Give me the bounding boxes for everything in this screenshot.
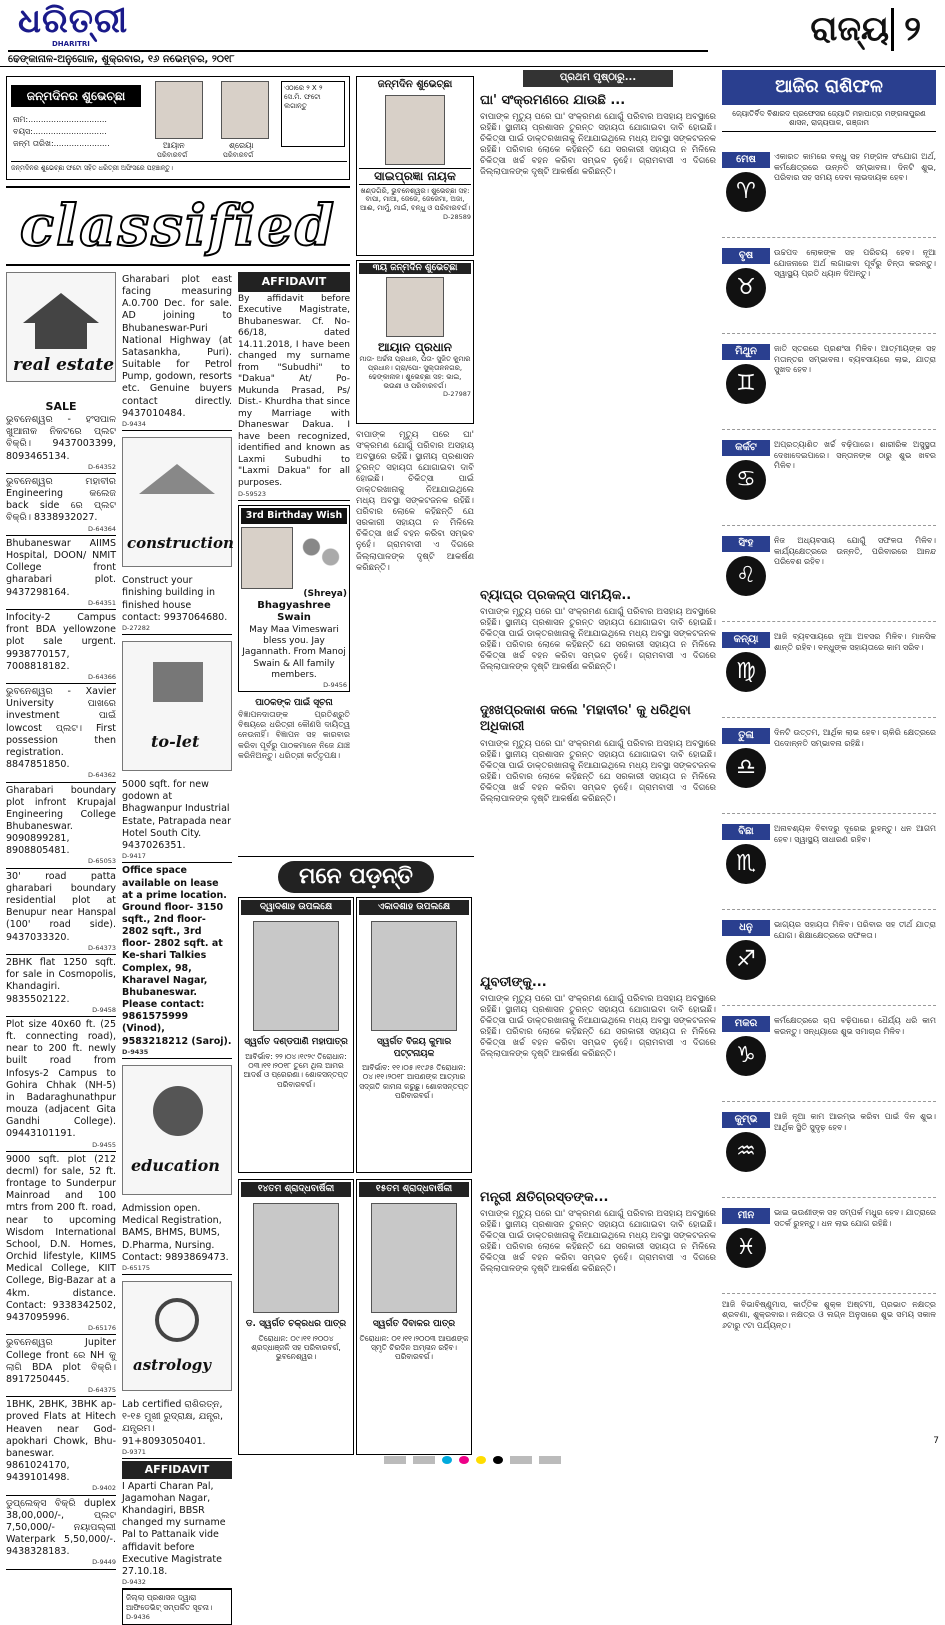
ad-text: ଭୁବନେଶ୍ୱର Jupiter College front ରେ NH କୁ ଲାଗି BDA plot ବିକ୍ରି। 8917250445. (6, 1337, 116, 1385)
ad-listing (122, 1479, 232, 1590)
ad-listing (122, 1589, 232, 1625)
birthday-footnote: ଜନ୍ମଦିନର ଶୁଭେଚ୍ଛା ଫଟୋ ସହିତ ଧରିତ୍ରୀ ଅଫିସରେ ପହଞ୍ଚାନ୍ତୁ। (11, 161, 347, 172)
zodiac-row (722, 436, 936, 526)
news-headline: ମନ୍ତ୍ରୀ କ୍ଷତିଗ୍ରସ୍ତଙ୍କ... (480, 1189, 609, 1205)
zodiac-name: ତୁଳା (722, 728, 770, 744)
form-field: ବୟସ:............................. (13, 127, 107, 136)
horoscope-title: ଆଜିର ରାଶିଫଳ (722, 70, 936, 105)
obituary-text: ତିରୋଧାନ: ୦୯।୧୧।୨୦୦୪ ଶ୍ରଦ୍ଧାଞ୍ଜଳି ସହ ପରିବାରବର୍ଗ, ଭୁବନେଶ୍ୱର। (251, 1333, 341, 1362)
zodiac-text: ଦିନଟି ଉତ୍ତମ, ଆର୍ଥିକ ଲାଭ ହେବ। ଚାକିରି କ୍ଷେତ୍ରରେ ପଦୋନ୍ନତି ସମ୍ଭାବନା ରହିଛି। (774, 728, 936, 748)
zodiac-row (722, 148, 936, 238)
zodiac-text: ଜାତି ସ୍ତରରେ ପ୍ରଶଂସା ମିଳିବ। ଆତ୍ମୀୟଙ୍କ ସହ ମତାନ୍ତର ସମ୍ଭାବନା। ବ୍ୟବସାୟରେ ଲାଭ, ଯାତ୍ରା ସୁଖଦ ହେବ। (774, 344, 936, 375)
ad-listing (238, 292, 350, 501)
real-estate-icon (6, 272, 116, 382)
ad-heading: SALE (45, 400, 77, 413)
zodiac-row (722, 724, 936, 814)
ad-text: 1BHK, 2BHK, 3BHK ap-proved Flats at Hitech Heaven near God-apokhari Chowk, Bhu-baneswar. 9861024170, 9439101498. (6, 1399, 116, 1484)
zodiac-glyph-icon: ♑ (726, 1036, 766, 1076)
ad-code: D-64352 (87, 462, 116, 471)
obituary-occasion: ୧୫ତମ ଶ୍ରାଦ୍ଧବାର୍ଷିକୀ (359, 1182, 469, 1197)
ad-text: Admission open. Medical Registration, BAMS, BHMS, BUMS, D.Pharma, Nursing. Contact: 9893869473. (122, 1203, 229, 1263)
child-name: ଆୟାନ (163, 141, 185, 150)
ad-code: D-65176 (87, 1324, 116, 1333)
birthday-wish-title: 3rd Birthday Wish (241, 508, 347, 524)
ad-code: D-64366 (87, 672, 116, 681)
obituary-card (238, 897, 354, 1173)
ad-code: D-64364 (87, 524, 116, 533)
obituary-title: ମନେ ପଡ଼ନ୍ତି (278, 861, 434, 893)
ad-listing (6, 783, 116, 869)
ad-text: Lab certified ରାଶିରତ୍ନ, ୧-୧୫ ମୁଖୀ ରୁଦ୍ରାକ୍ଷ, ଯନ୍ତ୍ର, ଯନ୍ତ୍ରମ। 91+8093050401. (122, 1399, 224, 1447)
ad-text: ଡୁପ୍ଲେକ୍ସ ବିକ୍ରି duplex 38,00,000/-, ପ୍ଲଟ 7,50,000/- ନୟାପଲ୍ଲୀ Waterpark 5,50,000/-. 9438328183. (6, 1497, 116, 1558)
zodiac-glyph-icon: ♒ (726, 1132, 766, 1172)
dateline: ଢେଙ୍କାନାଳ-ଅନୁଗୋଳ, ଶୁକ୍ରବାର, ୧୬ ନଭେମ୍ବର, ୨୦୧୮ (8, 50, 708, 67)
ad-listing (6, 610, 116, 684)
category-label: education (131, 1156, 220, 1176)
logo-sub: DHARITRI (52, 40, 90, 48)
ad-code: D-9436 (126, 1612, 150, 1621)
zodiac-row (722, 340, 936, 430)
zodiac-glyph-icon: ♏ (726, 844, 766, 884)
notice-text: ଖଣ୍ଡଗିରି, ଭୁବନେଶ୍ୱର। ଶୁଭେଚ୍ଛା ସହ: ବାପା, ମାଆ, ଜେଜେ, ଜେଜେମା, ଅଜା, ଆଈ, ମାମୁଁ, ମାଇଁ, ବନ୍ଧୁ ଓ ପରିବାରବର୍ଗ। (359, 186, 471, 212)
color-bar (60, 1456, 885, 1468)
color-swatch (459, 1456, 469, 1464)
zodiac-glyph-icon: ♓ (726, 1228, 766, 1268)
ad-text: Plot size 40x60 ft. (25 ft. connecting road), near to 200 ft. newly built road from Infosys-2 Campus to Gohira Chhak (NH-5) in Badaraghunathpur mouza (adjacent Gita Gandhi College). 09443101191. (6, 1018, 116, 1140)
child-photo (155, 81, 203, 139)
child-photo (221, 81, 269, 139)
ad-text: 9000 sqft. plot (212 decml) for sale, 52 ft. frontage to Sunderpur Mainroad and 100 mtrs from 200 ft. road, near to upcoming Wisdom International School, D.N. Homes, Orchid lifestyle, KIIMS Medical College, KIIT College, Big-Bazar at a 4km. distance. Contact: 9338342502, 9437095996. (6, 1153, 116, 1323)
ad-code: D-27987 (442, 390, 471, 399)
obituary-text: ଆବିର୍ଭାବ: ୧୧।୦୫।୧୯୬୫ ତିରୋଧାନ: ୦୪।୧୧।୨୦୧୮ ଆପଣଙ୍କ ଆତ୍ମାର ସଦ୍‌ଗତି କାମନା କରୁଛୁ। ଶୋକସନ୍ତପ୍ତ ପରିବାରବର୍ଗ। (359, 1062, 469, 1100)
ad-listing (122, 1201, 232, 1275)
obituary-occasion: ୧୪ତମ ଶ୍ରାଦ୍ଧବାର୍ଷିକୀ (241, 1182, 351, 1197)
ad-code: D-28589 (442, 212, 471, 221)
ad-listing (6, 536, 116, 610)
zodiac-glyph-icon: ♐ (726, 940, 766, 980)
zodiac-glyph-icon: ♍ (726, 652, 766, 692)
house-icon (23, 293, 99, 323)
zodiac-glyph-icon: ♈ (726, 172, 766, 212)
obituary-text: ଆବିର୍ଭାବ: ୨୨।୦୪।୧୯୨୯ ତିରୋଧାନ: ୦୩।୧୧।୨୦୧୮ ତୁମେ ଥିଲ ଆମର ଆଦର୍ଶ ଓ ପ୍ରେରଣା। ଶୋକସନ୍ତପ୍ତ ପରିବାରବର୍ଗ। (243, 1051, 349, 1089)
ad-listing (6, 684, 116, 782)
zodiac-row (722, 820, 936, 910)
section-name: ରାଜ୍ୟ (810, 9, 889, 49)
obituary-name: ସ୍ୱର୍ଗତ ବିଜୟ କୁମାର ପଟ୍ଟନାୟକ (376, 1037, 452, 1059)
ad-code: D-64362 (87, 771, 116, 780)
panchang: ଆଜି ବିଭାବିଷ୍ଣୁମାସ, କାର୍ତ୍ତିକ ଶୁକ୍ଳ ଅଷ୍ଟମୀ, ପ୍ରଭାତ ନକ୍ଷତ୍ର ଶ୍ରବଣା, ଶୁକ୍ରବାର। ନକ୍ଷତ୍ର ଓ ଲଗ୍ନ ଅନୁସାରେ ଶୁଭ ସମୟ ସକାଳ ୬ଟାରୁ ୯ଟା ପର୍ଯ୍ୟନ୍ତ। (722, 1300, 936, 1330)
ad-text: ଭୁବନେଶ୍ୱର - ହଂସପାଳ ଖୁଆନାକ ନିକଟରେ ପ୍ଲଟ ବିକ୍ରି। 9437003399, 8093465134. (6, 414, 116, 462)
house-outline-icon (139, 464, 215, 494)
ad-text: 5000 sqft. for new godown at Bhagwanpur Industrial Estate, Patrapada near Hotel South City. 9437026351. (122, 779, 231, 851)
ad-text: Construct your finishing building in finished house contact: 9937064680. (122, 575, 228, 623)
zodiac-text: ଉଚ୍ଚପଦ ଲୋକଙ୍କ ସହ ପରିଚୟ ହେବ। ନୂଆ ଯୋଜନାରେ ଅର୍ଥ ଲଗାଇବା ପୂର୍ବରୁ ଚିନ୍ତା କରନ୍ତୁ। ସ୍ୱାସ୍ଥ୍ୟ ପ୍ରତି ଧ୍ୟାନ ଦିଅନ୍ତୁ। (774, 248, 936, 279)
ad-listing (6, 1397, 116, 1495)
ad-listing (6, 869, 116, 955)
zodiac-glyph-icon: ♊ (726, 364, 766, 404)
affidavit-heading: AFFIDAVIT (238, 272, 350, 292)
ad-text: Infocity-2 Campus front BDA yellowzone plot sale urgent. 9938770157, 7008818182. (6, 612, 116, 672)
news-headline: ଘା' ସଂକ୍ରମଣରେ ଯାଉଛି ... (480, 92, 626, 108)
zodiac-text: ଆଜି ନୂଆ କାମ ଆରମ୍ଭ କରିବା ପାଇଁ ଦିନ ଶୁଭ। ଆର୍ଥିକ ସ୍ଥିତି ସୁଦୃଢ଼ ହେବ। (774, 1112, 936, 1132)
zodiac-glyph-icon: ♋ (726, 460, 766, 500)
name-tag: (Shreya) (303, 588, 347, 599)
zodiac-text: ଆଜି ବ୍ୟବସାୟରେ ନୂଆ ଅବସର ମିଳିବ। ମାନସିକ ଶାନ୍ତି ରହିବ। ବନ୍ଧୁଙ୍କ ସହାୟତାରେ କାମ ସରିବ। (774, 632, 936, 652)
ad-listing (6, 1335, 116, 1397)
education-icon (122, 1065, 232, 1195)
ad-code: D-64375 (87, 1385, 116, 1394)
color-swatch (539, 1456, 561, 1464)
zodiac-row (722, 532, 936, 622)
notice-title: ୩ୟ ଜନ୍ମଦିନ ଶୁଭେଚ୍ଛା (359, 263, 471, 274)
child-name: ଆୟାନ ପ୍ରଧାନ (378, 340, 452, 355)
sign-icon (153, 662, 203, 702)
zodiac-name: ମକର (722, 1016, 770, 1032)
category-label: astrology (133, 1356, 211, 1375)
ad-listing (6, 955, 116, 1017)
ad-code: D-9435 (122, 1047, 149, 1056)
child-sub: ପରିବାରବର୍ଗ (157, 151, 188, 159)
ad-text: Gharabari boundary plot infront Krupajal Engineering College Bhubaneswar. 9090899281, 8908805481. (6, 784, 116, 857)
color-swatch (510, 1456, 532, 1464)
zodiac-row (722, 916, 936, 1006)
category-label: real estate (13, 355, 115, 375)
zodiac-text: ଅନାବଶ୍ୟକ ବିବାଦରୁ ଦୂରେଇ ରୁହନ୍ତୁ। ଧନ ଆଗମ ହେବ। ସ୍ୱାସ୍ଥ୍ୟ ସାଧାରଣ ରହିବ। (774, 824, 936, 844)
book-icon (153, 1086, 203, 1136)
child-name: ସାଇପ୍ରଜ୍ଞା ନାୟକ (359, 168, 471, 185)
obituary-name: ସ୍ୱର୍ଗତ ଦିବାକର ପାତ୍ର (372, 1319, 456, 1330)
zodiac-name: ଧନୁ (722, 920, 770, 936)
zodiac-name: ବୃଷ (722, 248, 770, 264)
ad-code: D-65175 (122, 1263, 151, 1272)
portrait-photo (253, 1203, 339, 1313)
color-swatch (442, 1456, 452, 1464)
obituary-card (356, 897, 472, 1173)
zodiac-text: ଏକାରତ କାମରେ ବନ୍ଧୁ ସହ ମଙ୍ଗଳ ସଂଯୋଗ ଅର୍ଥ, କର୍ମକ୍ଷେତ୍ରରେ ଉନ୍ନତି ସମ୍ଭାବନା। ଦିନଟି ଶୁଭ, ପରିବାର ସହ ସମୟ ଦେବା ଲାଭଦାୟକ ହେବ। (774, 152, 936, 183)
child-name: Bhagyashree Swain (257, 599, 331, 624)
notice-title: ପାଠକଙ୍କ ପାଇଁ ସୂଚନା (255, 698, 333, 709)
flowers-icon (297, 527, 345, 577)
classified-title: classified (19, 193, 337, 259)
zodiac-text: କର୍ମକ୍ଷେତ୍ରରେ ଚାପ ବଢ଼ିପାରେ। ଧୈର୍ଯ୍ୟ ଧରି କାମ କରନ୍ତୁ। ସନ୍ଧ୍ୟାରେ ଶୁଭ ସମାଚାର ମିଳିବ। (774, 1016, 936, 1036)
zodiac-text: ଭାଗ୍ୟର ସହାୟତା ମିଳିବ। ପରିବାର ସହ ତୀର୍ଥ ଯାତ୍ରା ଯୋଗ। ଶିକ୍ଷାକ୍ଷେତ୍ରରେ ସଫଳତା। (774, 920, 936, 940)
zodiac-row (722, 244, 936, 334)
obituary-occasion: ଏକାଦଶାହ ଉପଲକ୍ଷେ (359, 900, 469, 915)
zodiac-name: କନ୍ୟା (722, 632, 770, 648)
ad-listing (6, 398, 116, 474)
birthday-notice (356, 76, 474, 256)
notice-text: ମାତା- ଅର୍ଚ୍ଚନା ପ୍ରଧାନ, ପିତା- ସୁଜିତ କୁମାର ପ୍ରଧାନ। ଗ୍ରା/ପୋ- ସୁଲ୍ତାନନଗର, ଢେଙ୍କାନାଳ। ଶୁଭେଚ୍ଛା ସହ: ଭାଇ, ଭଉଣୀ ଓ ପରିବାରବର୍ଗ। (359, 355, 471, 390)
obituary-card (238, 1179, 354, 1455)
ad-code: D-9449 (92, 1558, 116, 1567)
portrait-photo (253, 921, 339, 1031)
news-paragraph: ବାପାଙ୍କ ମୃତ୍ୟୁ ପରେ ଘା' ସଂକ୍ରମଣ ଯୋଗୁଁ ପରିବାର ଅସହାୟ ଅବସ୍ଥାରେ ରହିଛି। ସ୍ଥାନୀୟ ପ୍ରଶାସନ ତୁରନ୍ତ ସହାୟତା ଯୋଗାଇବା ଦାବି ହୋଇଛି। ଚିକିତ୍ସା ପାଇଁ ଡାକ୍ତରଖାନାକୁ ନିଆଯାଇଥିଲେ ମଧ୍ୟ ଅବସ୍ଥା ସଙ୍କଟଜନକ ରହିଛି। ପରିବାର ଲୋକେ କହିଛନ୍ତି ଯେ ସରକାରୀ ସହାୟତା ନ ମିଳିଲେ ଚିକିତ୍ସା ଖର୍ଚ୍ଚ ବହନ କରିବା ସମ୍ଭବ ନୁହେଁ। ଗ୍ରାମବାସୀ ଏ ଦିଗରେ ଜିଲ୍ଲାପାଳଙ୍କ ଦୃଷ୍ଟି ଆକର୍ଷଣ କରିଛନ୍ତି। (480, 1209, 716, 1275)
divider (0, 66, 945, 67)
ad-listing (6, 1152, 116, 1336)
news-headline: ଯୁବତୀଙ୍କୁ... (480, 974, 547, 990)
zodiac-name: ମିଥୁନ (722, 344, 770, 360)
zodiac-text: ଭାଇ ଭଉଣୀଙ୍କ ସହ ସମ୍ପର୍କ ମଧୁର ହେବ। ଯାତ୍ରାରେ ସତର୍କ ରୁହନ୍ତୁ। ଧନ ଲାଭ ଯୋଗ ରହିଛି। (774, 1208, 936, 1228)
obituary-list (238, 897, 474, 1449)
ad-code: D-9434 (122, 419, 146, 428)
zodiac-name: ସିଂହ (722, 536, 770, 552)
col2-ads (122, 272, 234, 1621)
ad-code: D-9371 (122, 1447, 146, 1456)
ad-listing (122, 573, 232, 635)
ad-text: Office space available on lease at a prime location. Ground floor- 3150 sqft., 2nd floor- 2802 sqft., 3rd floor- 2802 sqft. at Ke-shari Talkies Complex, 98, Kharavel Nagar, Bhubaneswar. Please contact: 9861575999 (Vinod), 9583218212 (Saroj). (122, 865, 232, 1047)
masthead (8, 1, 288, 52)
news-headline: ବ୍ୟାଘ୍ର ପ୍ରକଳ୍ପ ସାମୟିକ.. (480, 587, 632, 603)
zodiac-row (722, 628, 936, 718)
news-paragraph: ବାପାଙ୍କ ମୃତ୍ୟୁ ପରେ ଘା' ସଂକ୍ରମଣ ଯୋଗୁଁ ପରିବାର ଅସହାୟ ଅବସ୍ଥାରେ ରହିଛି। ସ୍ଥାନୀୟ ପ୍ରଶାସନ ତୁରନ୍ତ ସହାୟତା ଯୋଗାଇବା ଦାବି ହୋଇଛି। ଚିକିତ୍ସା ପାଇଁ ଡାକ୍ତରଖାନାକୁ ନିଆଯାଇଥିଲେ ମଧ୍ୟ ଅବସ୍ଥା ସଙ୍କଟଜନକ ରହିଛି। ପରିବାର ଲୋକେ କହିଛନ୍ତି ଯେ ସରକାରୀ ସହାୟତା ନ ମିଳିଲେ ଚିକିତ୍ସା ଖର୍ଚ୍ଚ ବହନ କରିବା ସମ୍ଭବ ନୁହେଁ। ଗ୍ରାମବାସୀ ଏ ଦିଗରେ ଜିଲ୍ଲାପାଳଙ୍କ ଦୃଷ୍ଟି ଆକର୍ଷଣ କରିଛନ୍ତି। (480, 607, 716, 673)
ad-code: D-9455 (92, 1140, 116, 1149)
obituary-occasion: ଦ୍ୱାଦଶାହ ଉପଲକ୍ଷେ (241, 900, 351, 915)
category-label: construction (127, 534, 234, 553)
zodiac-glyph-icon: ♌ (726, 556, 766, 596)
zodiac-row (722, 1012, 936, 1102)
news-column (480, 70, 716, 1448)
ad-text: ଭୁବନେଶ୍ୱର ମହାବୀର Engineering କଲେଜ back side ରେ ପ୍ଲଟ ବିକ୍ରି। 8338932027. (6, 476, 116, 524)
obituary-name: ସ୍ୱର୍ଗତ ଦଣ୍ଡପାଣି ମହାପାତ୍ର (244, 1037, 348, 1048)
ad-code: D-9456 (323, 681, 347, 690)
notice-title: ଜନ୍ମଦିନ ଶୁଭେଚ୍ଛା (377, 79, 453, 90)
astrology-icon (122, 1281, 232, 1391)
child-name: ଶ୍ରେୟା (229, 141, 254, 150)
zodiac-name: ମୀନ (722, 1208, 770, 1224)
news-paragraph: ବାପାଙ୍କ ମୃତ୍ୟୁ ପରେ ଘା' ସଂକ୍ରମଣ ଯୋଗୁଁ ପରିବାର ଅସହାୟ ଅବସ୍ଥାରେ ରହିଛି। ସ୍ଥାନୀୟ ପ୍ରଶାସନ ତୁରନ୍ତ ସହାୟତା ଯୋଗାଇବା ଦାବି ହୋଇଛି। ଚିକିତ୍ସା ପାଇଁ ଡାକ୍ତରଖାନାକୁ ନିଆଯାଇଥିଲେ ମଧ୍ୟ ଅବସ୍ଥା ସଙ୍କଟଜନକ ରହିଛି। ପରିବାର ଲୋକେ କହିଛନ୍ତି ଯେ ସରକାରୀ ସହାୟତା ନ ମିଳିଲେ ଚିକିତ୍ସା ଖର୍ଚ୍ଚ ବହନ କରିବା ସମ୍ଭବ ନୁହେଁ। ଗ୍ରାମବାସୀ ଏ ଦିଗରେ ଜିଲ୍ଲାପାଳଙ୍କ ଦୃଷ୍ଟି ଆକର୍ଷଣ କରିଛନ୍ତି। (480, 993, 716, 1059)
ad-text: ଭୁବନେଶ୍ୱର - Xavier University ପାଖରେ investment ପାଇଁ lowcost ପ୍ଲଟ। First possession then registration. 8847851850. (6, 686, 116, 771)
horoscope-byline: ଜ୍ୟୋତିର୍ବିଦ ବିଶାରଦ ପ୍ରଫେସର ଜ୍ୟୋତି ମହାପାତ୍ର ମଙ୍ଗଳାପୁରଣ ଶାସନ, ରାଜ୍ୟପାଳ, ଗଞ୍ଜାମ (722, 105, 936, 133)
news-body (480, 93, 716, 1530)
ad-listing (122, 777, 232, 863)
news-headline: ଦୁଃଖପ୍ରକାଶ କଲେ 'ମହାବୀର' କୁ ଧରିଥିବା ଅଧିକାରୀ (480, 703, 691, 735)
birthday-notice (356, 260, 474, 424)
ad-text: 30' road patta gharabari boundary residential plot at Benupur near Hanspal (100' road side). 9437033320. (6, 870, 116, 943)
ad-text: I Aparti Charan Pal, Jagamohan Nagar, Khandagiri, BBSR changed my surname Pal to Pattanaik vide affidavit before Executive Magistrate 27.10.18. (122, 1480, 226, 1577)
news-kicker: ପ୍ରଥମ ପୃଷ୍ଠାରୁ... (523, 70, 673, 87)
child-photo (385, 95, 445, 165)
wish-text: May Maa Vimeswari bless you. Jay Jagannath. From Manoj Swain & All family members. (242, 624, 346, 680)
zodiac-name: ମେଷ (722, 152, 770, 168)
ad-code: D-65053 (87, 857, 116, 866)
child-sub: ପରିବାରବର୍ଗ (223, 151, 254, 159)
portrait-photo (371, 1203, 457, 1313)
ad-code: D-59523 (238, 489, 267, 498)
birthday-wish (238, 505, 350, 693)
form-field: ଜନ୍ମ ତାରିଖ:...................... (13, 139, 110, 148)
zodiac-glyph-icon: ♎ (726, 748, 766, 788)
ad-code: D-9417 (122, 852, 146, 861)
ad-text: 2BHK flat 1250 sqft. for sale in Cosmopolis, Khandagiri. 9835502122. (6, 957, 116, 1005)
planet-icon (155, 1298, 199, 1342)
ad-listing (6, 1496, 116, 1570)
child-photo (386, 277, 444, 337)
birthday-form (6, 76, 350, 180)
filler-column: ବାପାଙ୍କ ମୃତ୍ୟୁ ପରେ ଘା' ସଂକ୍ରମଣ ଯୋଗୁଁ ପରିବାର ଅସହାୟ ଅବସ୍ଥାରେ ରହିଛି। ସ୍ଥାନୀୟ ପ୍ରଶାସନ ତୁରନ୍ତ ସହାୟତା ଯୋଗାଇବା ଦାବି ହୋଇଛି। ଚିକିତ୍ସା ପାଇଁ ଡାକ୍ତରଖାନାକୁ ନିଆଯାଇଥିଲେ ମଧ୍ୟ ଅବସ୍ଥା ସଙ୍କଟଜନକ ରହିଛି। ପରିବାର ଲୋକେ କହିଛନ୍ତି ଯେ ସରକାରୀ ସହାୟତା ନ ମିଳିଲେ ଚିକିତ୍ସା ଖର୍ଚ୍ଚ ବହନ କରିବା ସମ୍ଭବ ନୁହେଁ। ଗ୍ରାମବାସୀ ଏ ଦିଗରେ ଜିଲ୍ଲାପାଳଙ୍କ ଦୃଷ୍ଟି ଆକର୍ଷଣ କରିଛନ୍ତି। (356, 430, 474, 573)
child-photo (241, 527, 293, 589)
ad-listing (6, 474, 116, 536)
ad-code: D-9402 (92, 1484, 116, 1493)
color-swatch (476, 1456, 486, 1464)
classified-banner (6, 186, 350, 266)
affidavit-heading: AFFIDAVIT (122, 1461, 232, 1479)
obituary-section (238, 856, 474, 1448)
zodiac-name: ବିଛା (722, 824, 770, 840)
ad-code: D-64351 (87, 598, 116, 607)
construction-icon (122, 437, 232, 567)
ad-code: D-64373 (87, 943, 116, 952)
ad-text: Bhubaneswar AIIMS Hospital, DOON/ NMIT College front gharabari plot. 9437298164. (6, 537, 116, 598)
notice-text: ବିଜ୍ଞାପନଦାତାଙ୍କ ପ୍ରତିଶ୍ରୁତି ବିଷୟରେ ଧରିତ୍ରୀ କୌଣସି ଦାୟିତ୍ୱ ନେଉନାହିଁ। ବିଜ୍ଞାପନ ସହ କାରବାର କରିବା ପୂର୍ବରୁ ପାଠକମାନେ ନିଜେ ଯାଞ୍ଚ କରିନିଅନ୍ତୁ। ଧରିତ୍ରୀ କର୍ତ୍ତୃପକ୍ଷ। (238, 709, 350, 761)
ad-text: ଜିଲ୍ଲା ପ୍ରଶାସନ ଦ୍ୱାରା ଆଫିଡେଭିଟ୍ ସମ୍ପର୍କିତ ସୂଚନା। (126, 1593, 213, 1612)
ad-code: D-9458 (92, 1005, 116, 1014)
form-field: ନାମ:............................... (13, 115, 107, 124)
zodiac-row (722, 1108, 936, 1198)
page-number: ୨ (891, 8, 921, 51)
birthday-form-title: ଜନ୍ମଦିନର ଶୁଭେଚ୍ଛା (11, 85, 141, 107)
logo: ଧରିତ୍ରୀ (18, 1, 129, 41)
news-paragraph: ବାପାଙ୍କ ମୃତ୍ୟୁ ପରେ ଘା' ସଂକ୍ରମଣ ଯୋଗୁଁ ପରିବାର ଅସହାୟ ଅବସ୍ଥାରେ ରହିଛି। ସ୍ଥାନୀୟ ପ୍ରଶାସନ ତୁରନ୍ତ ସହାୟତା ଯୋଗାଇବା ଦାବି ହୋଇଛି। ଚିକିତ୍ସା ପାଇଁ ଡାକ୍ତରଖାନାକୁ ନିଆଯାଇଥିଲେ ମଧ୍ୟ ଅବସ୍ଥା ସଙ୍କଟଜନକ ରହିଛି। ପରିବାର ଲୋକେ କହିଛନ୍ତି ଯେ ସରକାରୀ ସହାୟତା ନ ମିଳିଲେ ଚିକିତ୍ସା ଖର୍ଚ୍ଚ ବହନ କରିବା ସମ୍ଭବ ନୁହେଁ। ଗ୍ରାମବାସୀ ଏ ଦିଗରେ ଜିଲ୍ଲାପାଳଙ୍କ ଦୃଷ୍ଟି ଆକର୍ଷଣ କରିଛନ୍ତି। (480, 738, 716, 804)
category-label: to-let (151, 732, 200, 752)
ad-listing (122, 1397, 232, 1459)
portrait-photo (371, 921, 457, 1031)
zodiac-name: କୁମ୍ଭ (722, 1112, 770, 1128)
page-number-footer: 7 (933, 1436, 939, 1446)
ad-listing (122, 863, 232, 1059)
ad-text: By affidavit before Executive Magistrate, Bhubaneswar. Cf. No-66/18, dated 14.11.2018, I have been changed my surname from "Subudhi" to "Dakua" At/ Po- Mukunda Prasad, Ps/ Dist.- Khurdha that since my Marriage with Dhaneswar Dakua. I have been recognized, identified and known as Laxmi Subudhi to "Laxmi Dakua" for all purposes. (238, 293, 350, 488)
obituary-name: ଡ. ସ୍ୱର୍ଗତ ଚକ୍ରଧର ପାତ୍ର (245, 1319, 347, 1330)
ad-text: Gharabari plot east facing measuring A.0.700 Dec. for sale. AD joining to Bhubaneswar-Puri National Highway (at Satasankha, Puri). Suitable for Petrol Pump, godown, resorts etc. Genuine buyers contact directly. 9437010484. (122, 274, 232, 419)
col3 (238, 272, 350, 852)
news-paragraph: ବାପାଙ୍କ ମୃତ୍ୟୁ ପରେ ଘା' ସଂକ୍ରମଣ ଯୋଗୁଁ ପରିବାର ଅସହାୟ ଅବସ୍ଥାରେ ରହିଛି। ସ୍ଥାନୀୟ ପ୍ରଶାସନ ତୁରନ୍ତ ସହାୟତା ଯୋଗାଇବା ଦାବି ହୋଇଛି। ଚିକିତ୍ସା ପାଇଁ ଡାକ୍ତରଖାନାକୁ ନିଆଯାଇଥିଲେ ମଧ୍ୟ ଅବସ୍ଥା ସଙ୍କଟଜନକ ରହିଛି। ପରିବାର ଲୋକେ କହିଛନ୍ତି ଯେ ସରକାରୀ ସହାୟତା ନ ମିଳିଲେ ଚିକିତ୍ସା ଖର୍ଚ୍ଚ ବହନ କରିବା ସମ୍ଭବ ନୁହେଁ। ଗ୍ରାମବାସୀ ଏ ଦିଗରେ ଜିଲ୍ଲାପାଳଙ୍କ ଦୃଷ୍ଟି ଆକର୍ଷଣ କରିଛନ୍ତି। (480, 111, 716, 177)
photo-slot: ଏଠାରେ ୨ X ୨ ସେ.ମି. ଫଟୋ ଲଗାନ୍ତୁ (281, 81, 345, 147)
color-swatch (384, 1456, 406, 1464)
ad-listing (122, 272, 232, 431)
ad-code: D-27282 (122, 623, 151, 632)
zodiac-row (722, 1204, 936, 1294)
house-body-icon (35, 323, 87, 349)
color-swatch (413, 1456, 435, 1464)
obituary-text: ତିରୋଧାନ: ୦୧।୧୧।୨୦୦୩ ଆପଣଙ୍କ ସ୍ମୃତି ଚିରଦିନ ଅମ୍ଳାନ ରହିବ। ପରିବାରବର୍ଗ। (359, 1333, 469, 1362)
zodiac-text: ଅପ୍ରତ୍ୟାଶିତ ଖର୍ଚ୍ଚ ବଢ଼ିପାରେ। ଶାରୀରିକ ଅସୁସ୍ଥତା ଦେଖାଦେଇପାରେ। ସନ୍ତାନଙ୍କ ଠାରୁ ଶୁଭ ଖବର ମିଳିବ। (774, 440, 936, 471)
ad-code: D-9432 (122, 1578, 146, 1587)
color-swatch (493, 1456, 503, 1464)
col1-ads (6, 398, 116, 1567)
zodiac-name: କର୍କଟ (722, 440, 770, 456)
zodiac-text: ନିଜ ଅଧ୍ୟବସାୟ ଯୋଗୁଁ ସଫଳତା ମିଳିବ। କାର୍ଯ୍ୟକ୍ଷେତ୍ରରେ ଉନ୍ନତି, ପରିବାରରେ ଆନନ୍ଦ ପରିବେଶ ରହିବ। (774, 536, 936, 567)
obituary-card (356, 1179, 472, 1455)
ad-listing (6, 1017, 116, 1152)
to-let-icon (122, 641, 232, 771)
zodiac-glyph-icon: ♉ (726, 268, 766, 308)
